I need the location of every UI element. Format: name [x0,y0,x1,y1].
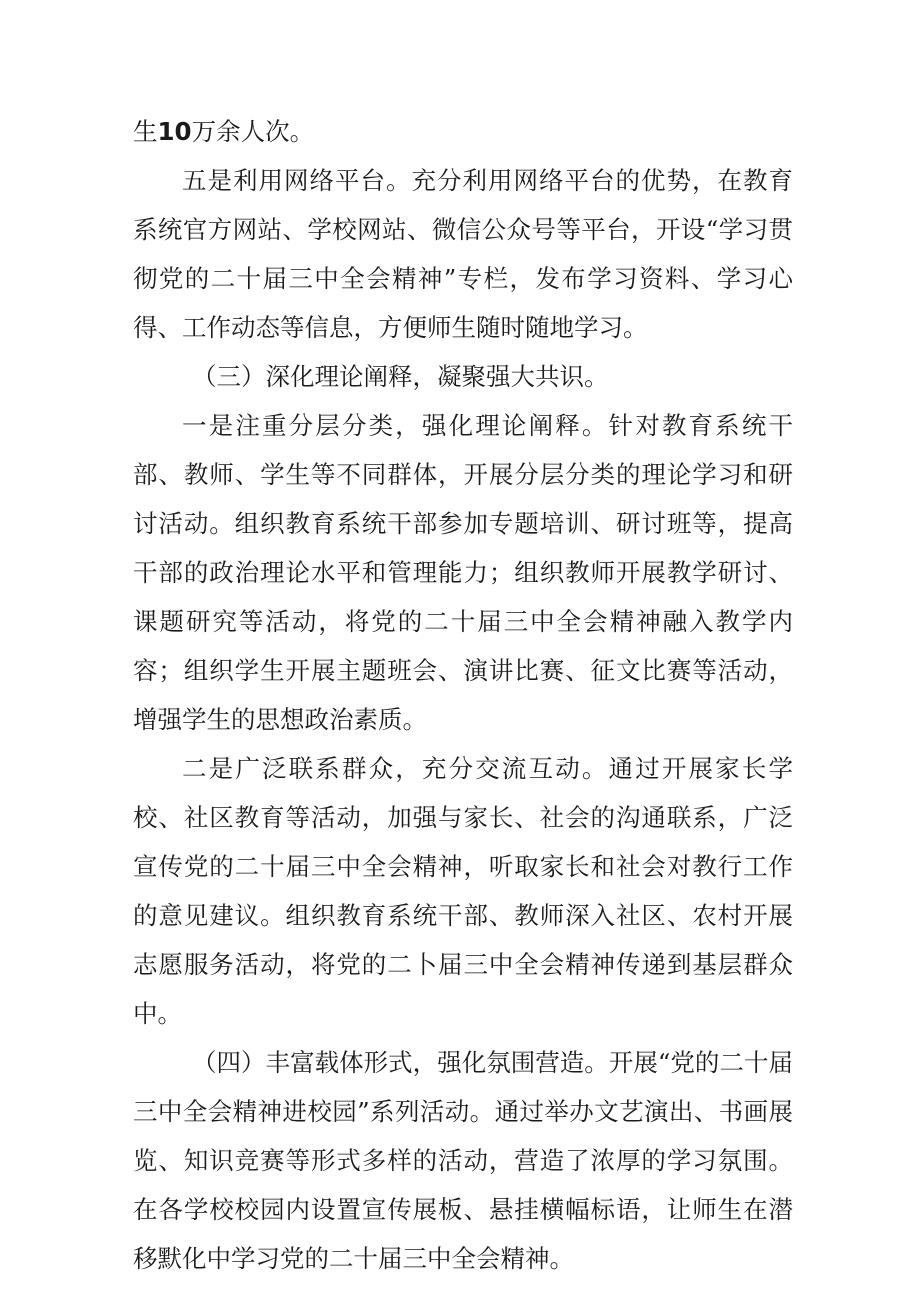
section-heading-4: （四）丰富载体形式，强化氛围营造。开展“党的二十届三中全会精神进校园”系列活动。通过举办文艺演出、书画展览、知识竞赛等形式多样的活动，营造了浓厚的学习氛围。在各学校校园内设置宣传展板、悬挂横幅标语，让师生在潜移默化中学习党的二十届三中全会精神。 [133,1048,793,1273]
paragraph-prefix: 生 [133,117,158,146]
paragraph-continuation [133,107,793,156]
paragraph-layered-theory: 一是注重分层分类，强化理论阐释。针对教育系统干部、教师、学生等不同群体，开展分层分类的理论学习和研讨活动。组织教育系统干部参加专题培训、研讨班等，提高干部的政治理论水平和管理能力；组织教师开展教学研讨、课题研究等活动，将党的二十届三中全会精神融入教学内容；组织学生开展主题班会、演讲比赛、征文比赛等活动，增强学生的思想政治素质。 [133,411,793,734]
count-number: 10 [157,117,192,146]
section-heading-3: （三）深化理论阐释，凝聚强大共识。 [192,362,609,391]
paragraph-network-platform: 五是利用网络平台。充分利用网络平台的优势，在教育系统官方网站、学校网站、微信公众号等平台，开设“学习贯彻党的二十届三中全会精神”专栏，发布学习资料、学习心得、工作动态等信息，方便师生随时随地学习。 [133,166,793,342]
paragraph-public-contact: 二是广泛联系群众，充分交流互动。通过开展家长学校、社区教育等活动，加强与家长、社会的沟通联系，广泛宣传党的二十届三中全会精神，听取家长和社会对教行工作的意见建议。组织教育系统干部、教师深入社区、农村开展志愿服务活动，将党的二卜届三中全会精神传递到基层群众中。 [133,754,793,1028]
document-body [133,107,793,1283]
paragraph-suffix: 万余人次。 [191,117,315,146]
